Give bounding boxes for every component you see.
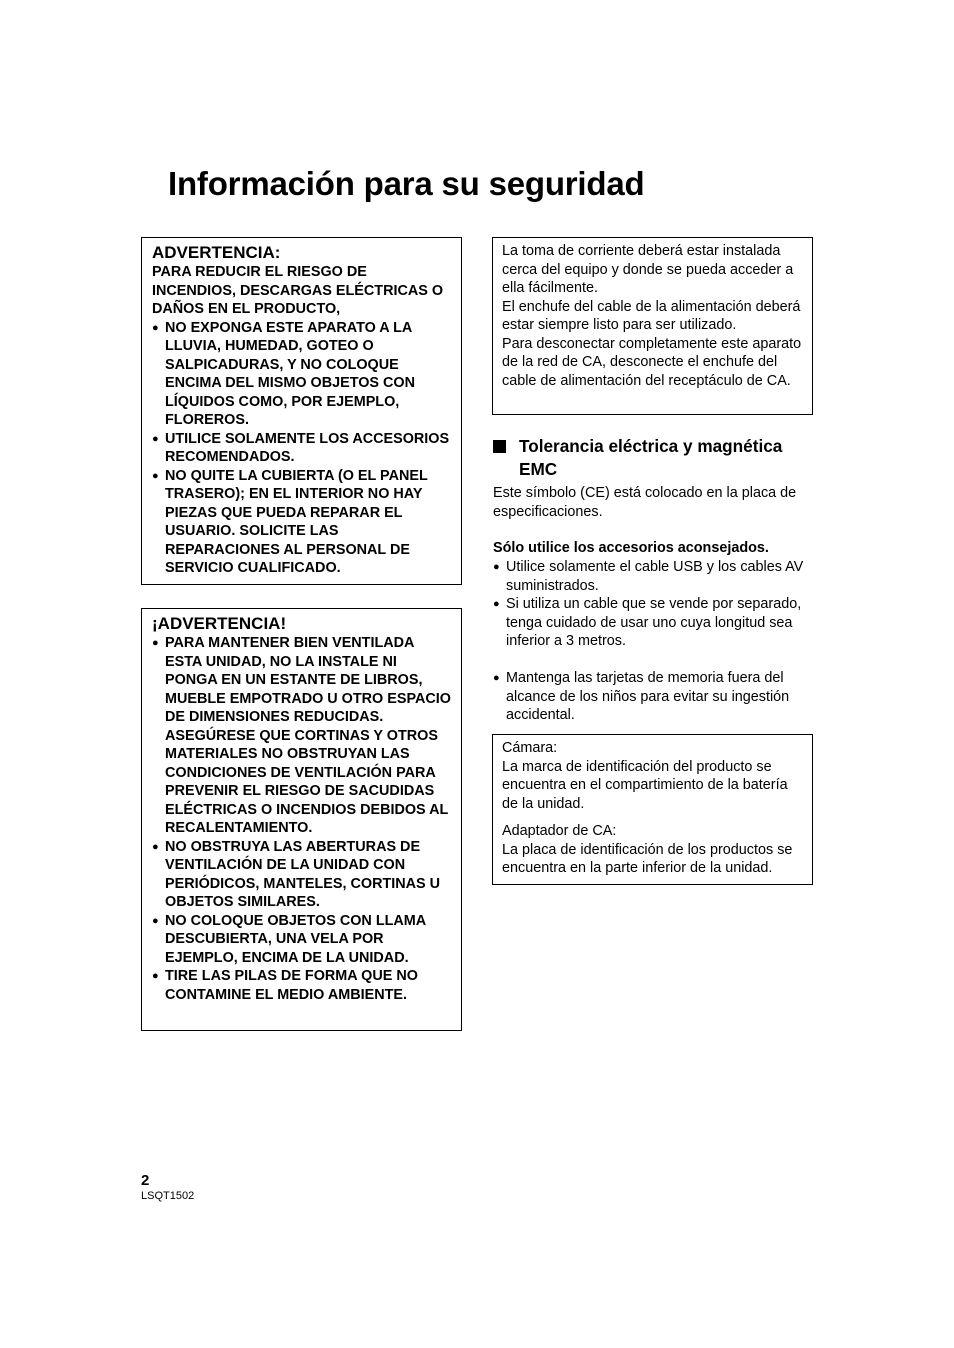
- accessories-title: Sólo utilice los accesorios aconsejados.: [493, 540, 769, 556]
- accessories-list: [493, 558, 813, 651]
- warning-box-1: [141, 237, 462, 585]
- spacer: [502, 813, 803, 822]
- list-item: [493, 595, 813, 651]
- outlet-paragraph: La toma de corriente deberá estar instalada cerca del equipo y donde se pueda acceder a ella fácilmente.: [502, 243, 794, 296]
- list-item: [152, 967, 451, 1004]
- page-number: 2: [141, 1172, 150, 1189]
- list-item-text: PARA MANTENER BIEN VENTILADA ESTA UNIDAD, NO LA INSTALE NI PONGA EN UN ESTANTE DE LIBROS, MUEBLE EMPOTRADO U OTRO ESPACIO DE DIMENSIONES REDUCIDAS. ASEGÚRESE QUE CORTINAS Y OTROS MATERIALES NO OBSTRUYAN LAS CONDICIONES DE VENTILACIÓN PARA PREVENIR EL RIESGO DE SACUDIDAS ELÉCTRICAS O INCENDIOS DEBIDOS AL RECALENTAMIENTO.: [165, 635, 451, 836]
- adapter-text: La placa de identificación de los productos se encuentra en la parte inferior de la unidad.: [502, 841, 793, 876]
- bullet-icon: ●: [493, 561, 500, 573]
- power-outlet-box: [492, 237, 813, 415]
- bullet-icon: ●: [152, 432, 159, 445]
- warning-heading: ¡ADVERTENCIA!: [152, 614, 287, 633]
- identification-box: [492, 734, 813, 885]
- memory-card-note: [493, 669, 813, 725]
- warning-intro: PARA REDUCIR EL RIESGO DE INCENDIOS, DESCARGAS ELÉCTRICAS O DAÑOS EN EL PRODUCTO,: [152, 264, 444, 317]
- warning-heading: ADVERTENCIA:: [152, 243, 281, 262]
- list-item: [493, 558, 813, 595]
- list-item-text: UTILICE SOLAMENTE LOS ACCESORIOS RECOMENDADOS.: [165, 430, 450, 465]
- list-item-text: Utilice solamente el cable USB y los cables AV suministrados.: [506, 559, 804, 594]
- list-item: [152, 634, 451, 838]
- bullet-icon: ●: [152, 321, 159, 334]
- outlet-paragraph: Para desconectar completamente este aparato de la red de CA, desconecte el enchufe del cable de alimentación del receptáculo de CA.: [502, 335, 802, 389]
- list-item-text: Mantenga las tarjetas de memoria fuera del alcance de los niños para evitar su ingestión accidental.: [506, 670, 790, 723]
- list-item: [152, 912, 451, 968]
- list-item-text: NO COLOQUE OBJETOS CON LLAMA DESCUBIERTA, UNA VELA POR EJEMPLO, ENCIMA DE LA UNIDAD.: [165, 912, 426, 966]
- bullet-icon: ●: [493, 672, 500, 684]
- camera-text: La marca de identificación del producto se encuentra en el compartimiento de la batería de la unidad.: [502, 758, 788, 812]
- page-title: Información para su seguridad: [168, 165, 645, 202]
- list-item: [152, 467, 451, 578]
- bullet-icon: ●: [152, 970, 159, 982]
- document-code: LSQT1502: [141, 1190, 195, 1202]
- warning-box-2: [141, 608, 462, 1031]
- bullet-icon: ●: [152, 637, 159, 649]
- outlet-paragraph: El enchufe del cable de la alimentación deberá estar siempre listo para ser utilizado.: [502, 298, 801, 333]
- list-item: [152, 319, 451, 430]
- adapter-label: Adaptador de CA:: [502, 823, 617, 839]
- list-item-text: NO QUITE LA CUBIERTA (O EL PANEL TRASERO); EN EL INTERIOR NO HAY PIEZAS QUE PUEDA REPARAR EL USUARIO. SOLICITE LAS REPARACIONES AL PERSONAL DE SERVICIO CUALIFICADO.: [165, 467, 428, 576]
- emc-heading-text: Tolerancia eléctrica y magnética EMC: [519, 436, 783, 479]
- list-item: [152, 838, 451, 912]
- square-bullet-icon: [493, 440, 506, 453]
- list-item-text: TIRE LAS PILAS DE FORMA QUE NO CONTAMINE EL MEDIO AMBIENTE.: [165, 968, 418, 1003]
- list-item-text: NO EXPONGA ESTE APARATO A LA LLUVIA, HUMEDAD, GOTEO O SALPICADURAS, Y NO COLOQUE ENCIMA DEL MISMO OBJETOS CON LÍQUIDOS COMO, POR EJEMPLO, FLOREROS.: [165, 319, 415, 428]
- bullet-icon: ●: [152, 914, 159, 927]
- list-item: [493, 669, 813, 725]
- list-item: [152, 430, 451, 467]
- bullet-icon: ●: [152, 840, 159, 853]
- warning-list: [152, 634, 451, 1004]
- list-item-text: NO OBSTRUYA LAS ABERTURAS DE VENTILACIÓN DE LA UNIDAD CON PERIÓDICOS, MANTELES, CORTINAS U OBJETOS SIMILARES.: [165, 838, 441, 910]
- camera-label: Cámara:: [502, 740, 558, 756]
- warning-list: [152, 319, 451, 578]
- bullet-icon: ●: [493, 598, 500, 610]
- emc-text: Este símbolo (CE) está colocado en la placa de especificaciones.: [493, 485, 797, 520]
- list-item-text: Si utiliza un cable que se vende por separado, tenga cuidado de usar uno cuya longitud sea inferior a 3 metros.: [506, 596, 802, 649]
- emc-heading: [493, 435, 813, 481]
- bullet-icon: ●: [152, 469, 159, 482]
